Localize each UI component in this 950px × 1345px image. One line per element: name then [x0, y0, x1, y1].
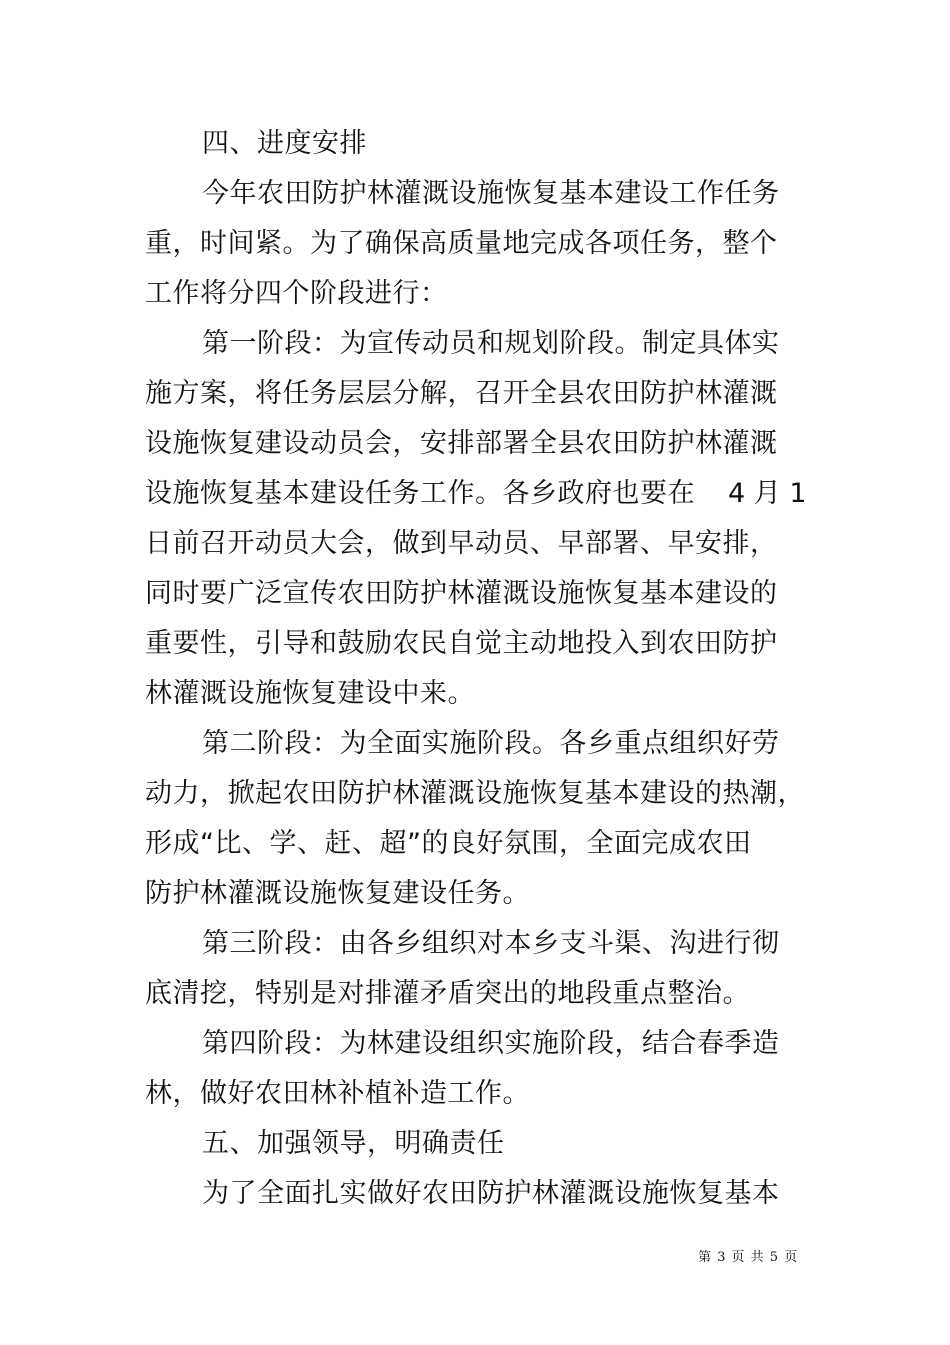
paragraph-line: 日前召开动员大会，做到早动员、早部署、早安排， [145, 528, 778, 559]
paragraph-line: 第三阶段：由各乡组织对本乡支斗渠、沟进行彻 [202, 928, 780, 959]
paragraph-line: 林灌溉设施恢复建设中来。 [145, 678, 475, 709]
paragraph-line: 设施恢复建设动员会，安排部署全县农田防护林灌溉 [145, 428, 778, 459]
paragraph-line: 为了全面扎实做好农田防护林灌溉设施恢复基本 [202, 1178, 780, 1209]
section-heading-schedule: 四、进度安排 [202, 128, 367, 159]
paragraph-line: 第四阶段：为林建设组织实施阶段，结合春季造 [202, 1028, 780, 1059]
paragraph-line: 重要性，引导和鼓励农民自觉主动地投入到农田防护 [145, 628, 778, 659]
date-fragment: 4 月 1 [728, 478, 807, 509]
paragraph-line: 底清挖，特别是对排灌矛盾突出的地段重点整治。 [145, 978, 750, 1009]
paragraph-line: 动力，掀起农田防护林灌溉设施恢复基本建设的热潮， [145, 778, 805, 809]
paragraph-line: 工作将分四个阶段进行： [145, 278, 448, 309]
paragraph-line: 形成“比、学、赶、超”的良好氛围，全面完成农田 [145, 828, 752, 859]
paragraph-line: 防护林灌溉设施恢复建设任务。 [145, 878, 530, 909]
paragraph-line: 重，时间紧。为了确保高质量地完成各项任务，整个 [145, 228, 778, 259]
paragraph-line: 施方案，将任务层层分解，召开全县农田防护林灌溉 [145, 378, 778, 409]
page-number: 第 3 页 共 5 页 [698, 1250, 799, 1265]
paragraph-line: 第一阶段：为宣传动员和规划阶段。制定具体实 [202, 328, 780, 359]
section-heading-leadership: 五、加强领导，明确责任 [202, 1128, 505, 1159]
paragraph-line: 今年农田防护林灌溉设施恢复基本建设工作任务 [202, 178, 780, 209]
paragraph-line: 第二阶段：为全面实施阶段。各乡重点组织好劳 [202, 728, 780, 759]
paragraph-line: 林，做好农田林补植补造工作。 [145, 1078, 530, 1109]
paragraph-line: 同时要广泛宣传农田防护林灌溉设施恢复基本建设的 [145, 578, 778, 609]
paragraph-line: 设施恢复基本建设任务工作。各乡政府也要在 [145, 478, 695, 509]
